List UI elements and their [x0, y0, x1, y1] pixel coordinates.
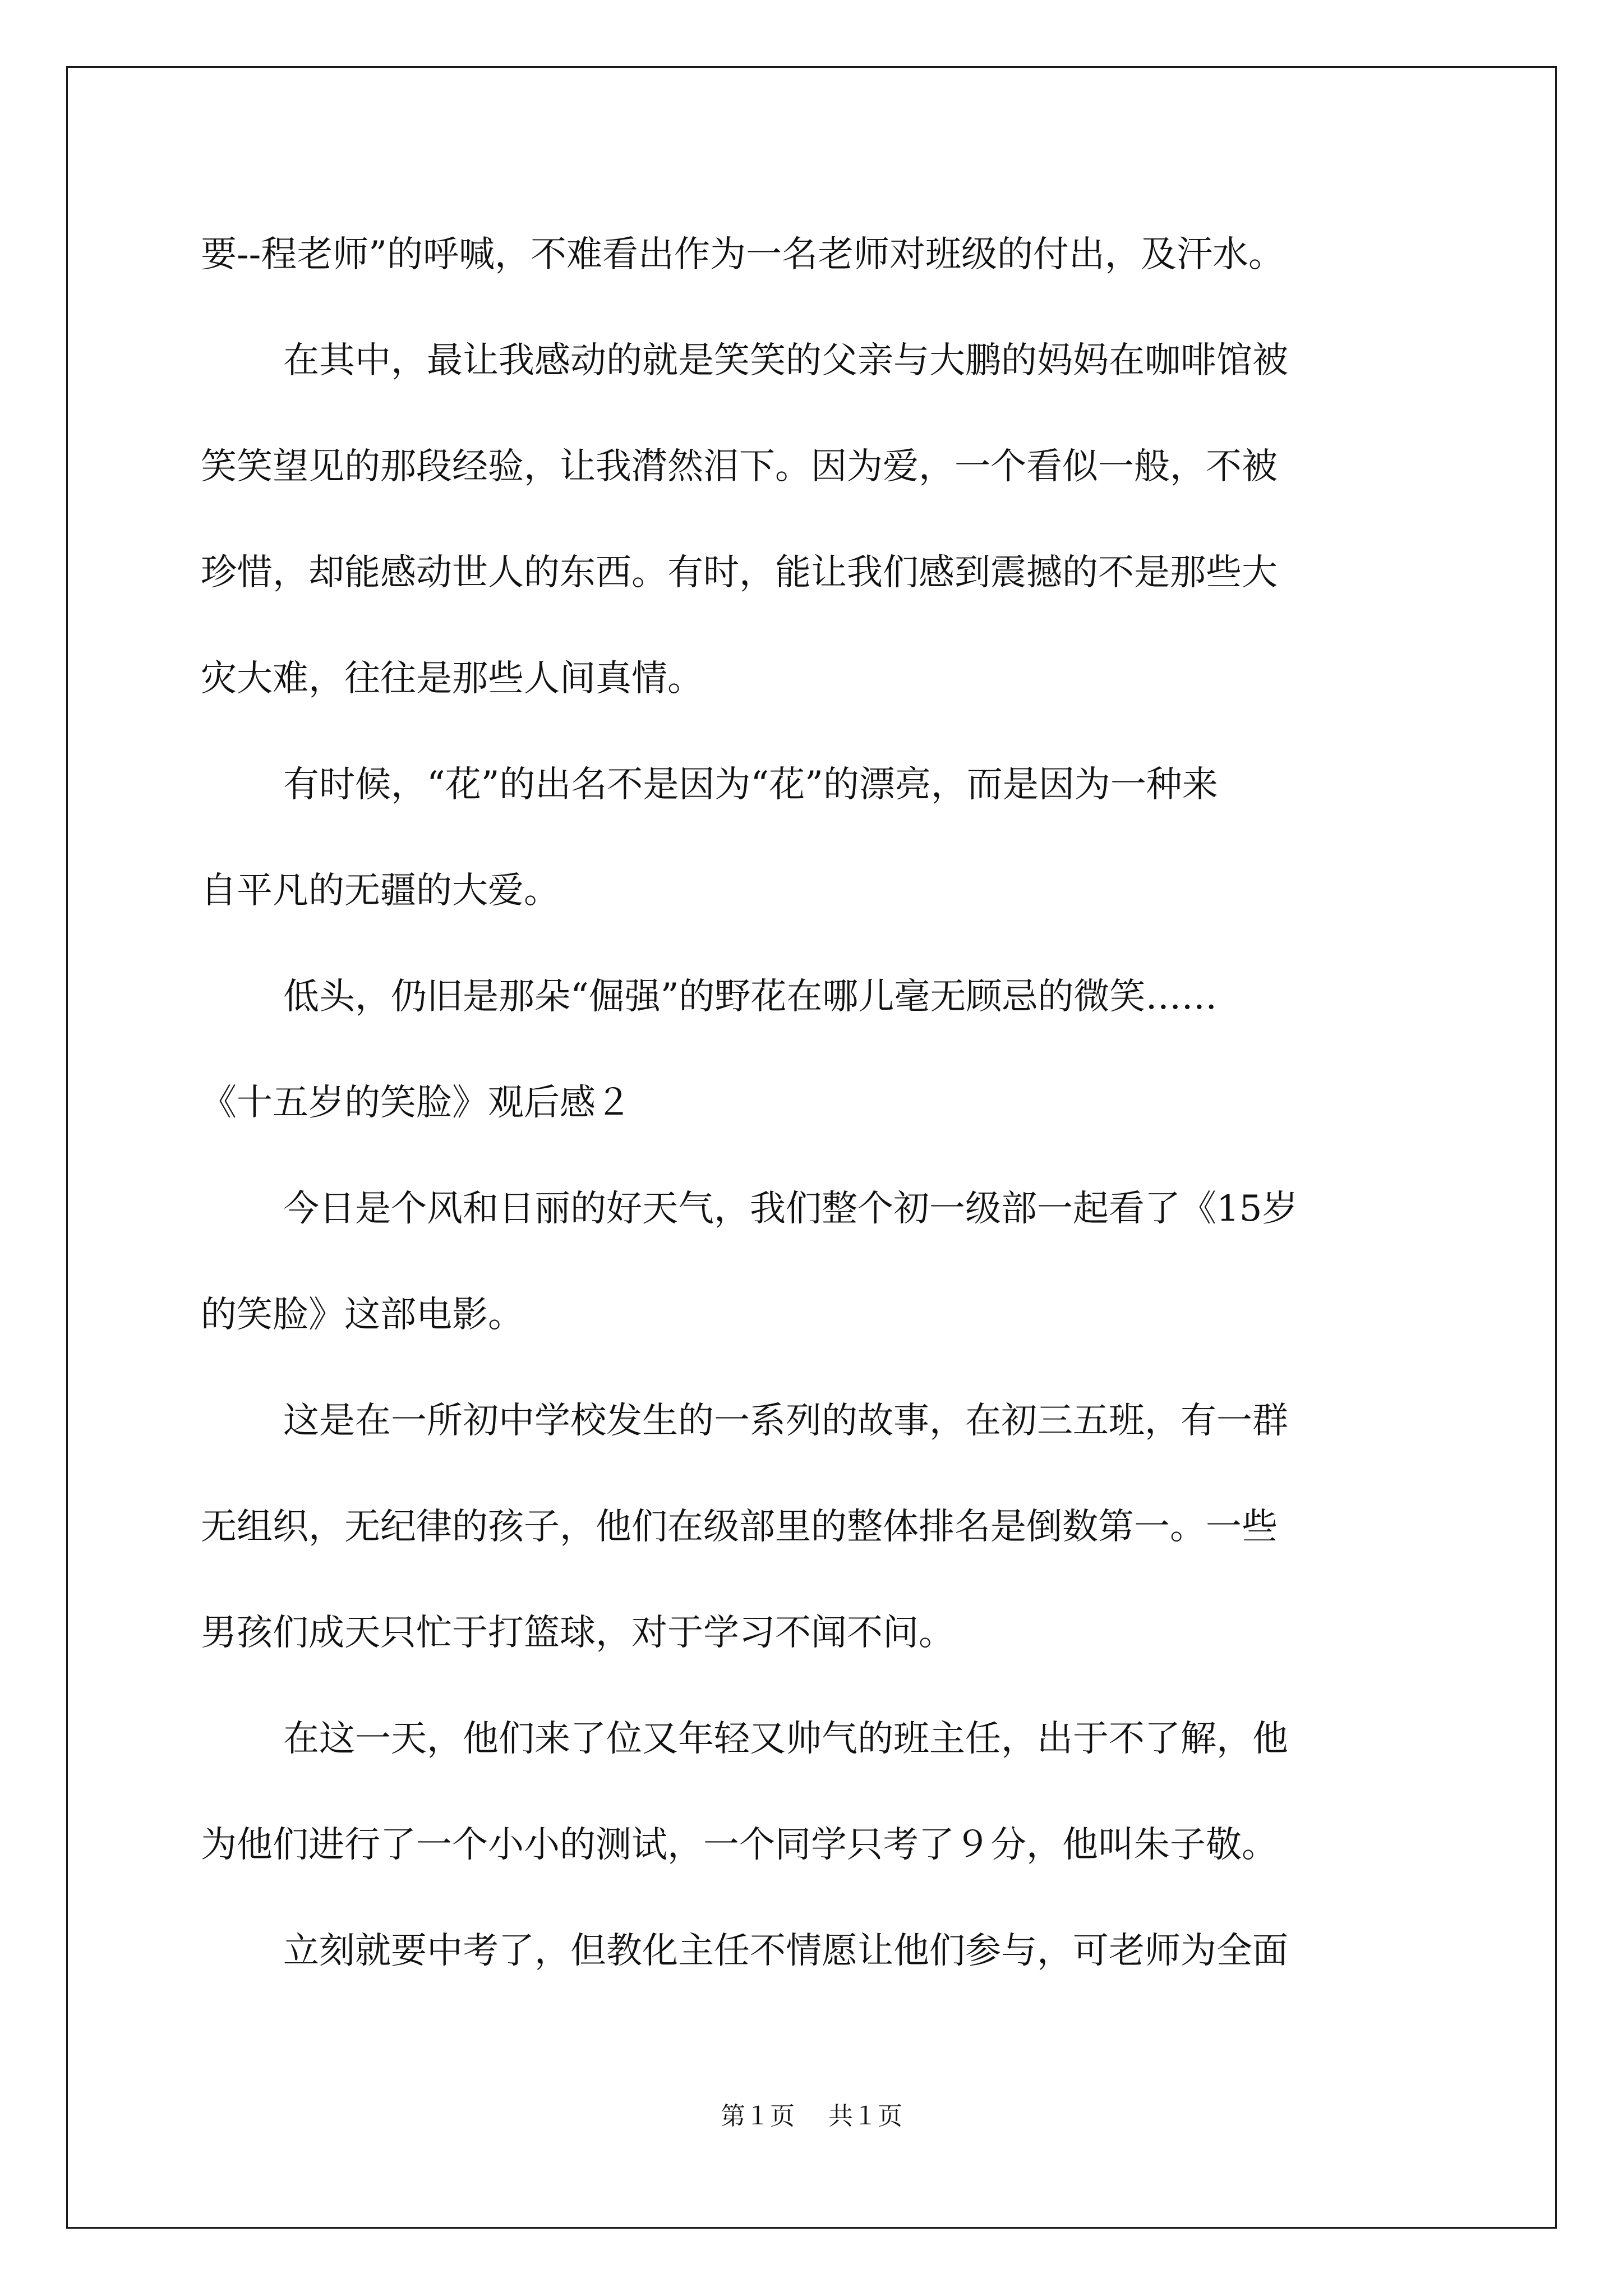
text-line: 低头，仍旧是那朵“倔强”的野花在哪儿毫无顾忌的微笑……: [283, 976, 1218, 1018]
text-line: 自平凡的无疆的大爱。: [201, 870, 560, 912]
text-line: 珍惜，却能感动世人的东西。有时，能让我们感到震撼的不是那些大: [201, 552, 1278, 593]
page-footer: [0, 2101, 1623, 2132]
text-line: 灾大难，往往是那些人间真情。: [201, 658, 703, 700]
text-line: 为他们进行了一个小小的测试，一个同学只考了９分，他叫朱子敬。: [201, 1824, 1278, 1866]
text-line: 在其中，最让我感动的就是笑笑的父亲与大鹏的妈妈在咖啡馆被: [283, 340, 1288, 381]
text-line: 要--程老师”的呼喊，不难看出作为一名老师对班级的付出，及汗水。: [201, 234, 1284, 275]
text-line: 在这一天，他们来了位又年轻又帅气的班主任，出于不了解，他: [283, 1718, 1288, 1760]
text-line: 男孩们成天只忙于打篮球，对于学习不闻不问。: [201, 1612, 955, 1654]
text-line: 立刻就要中考了，但教化主任不情愿让他们参与，可老师为全面: [283, 1930, 1288, 1972]
text-line: 今日是个风和日丽的好天气，我们整个初一级部一起看了《15岁: [283, 1188, 1298, 1230]
text-line: 的笑脸》这部电影。: [201, 1294, 524, 1336]
text-line: 无组织，无纪律的孩子，他们在级部里的整体排名是倒数第一。一些: [201, 1506, 1278, 1548]
text-line: 笑笑望见的那段经验，让我潸然泪下。因为爱，一个看似一般，不被: [201, 446, 1278, 487]
document-body: [201, 202, 1437, 2004]
page-number: 第１页: [721, 2102, 795, 2131]
text-line: 有时候，“花”的出名不是因为“花”的漂亮，而是因为一种来: [283, 764, 1218, 806]
text-line: 这是在一所初中学校发生的一系列的故事，在初三五班，有一群: [283, 1400, 1288, 1442]
section-heading: 《十五岁的笑脸》观后感２: [201, 1082, 631, 1124]
page-total: 共１页: [828, 2102, 902, 2131]
